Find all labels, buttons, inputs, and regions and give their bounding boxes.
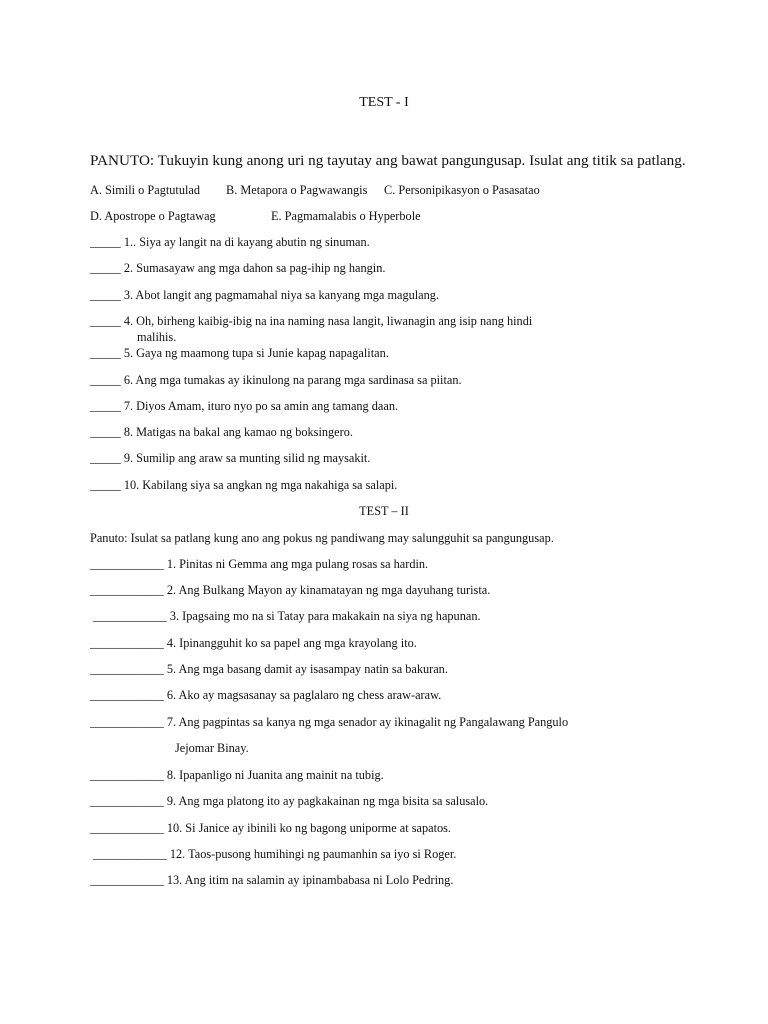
test1-item-4-cont: malihis. <box>137 330 177 344</box>
test2-item-8: ____________ 8. Ipapanligo ni Juanita ang mainit na tubig. <box>90 768 384 782</box>
test1-item-7: _____ 7. Diyos Amam, ituro nyo po sa amin ang tamang daan. <box>90 399 399 413</box>
choice-b: B. Metapora o Pagwawangis <box>226 183 368 197</box>
test1-item-4: _____ 4. Oh, birheng kaibig-ibig na ina naming nasa langit, liwanagin ang isip nang hindi <box>90 314 533 328</box>
choice-d: D. Apostrope o Pagtawag <box>90 209 216 223</box>
test2-item-9: ____________ 9. Ang mga platong ito ay pagkakainan ng mga bisita sa salusalo. <box>90 794 489 808</box>
test2-item-13: ____________ 13. Ang itim na salamin ay ipinambabasa ni Lolo Pedring. <box>90 873 454 887</box>
test2-item-2: ____________ 2. Ang Bulkang Mayon ay kinamatayan ng mga dayuhang turista. <box>90 583 491 597</box>
test2-item-12: ____________ 12. Taos-pusong humihingi ng paumanhin sa iyo si Roger. <box>93 847 457 861</box>
test1-item-1: _____ 1.. Siya ay langit na di kayang abutin ng sinuman. <box>90 235 370 249</box>
test1-item-5: _____ 5. Gaya ng maamong tupa si Junie kapag napagalitan. <box>90 346 389 360</box>
choice-e: E. Pagmamalabis o Hyperbole <box>271 209 421 223</box>
test2-title: TEST – II <box>359 504 409 518</box>
test1-item-8: _____ 8. Matigas na bakal ang kamao ng boksingero. <box>90 425 353 439</box>
test2-item-6: ____________ 6. Ako ay magsasanay sa paglalaro ng chess araw-araw. <box>90 688 442 702</box>
test1-item-6: _____ 6. Ang mga tumakas ay ikinulong na parang mga sardinasa sa piitan. <box>90 373 462 387</box>
test2-item-7: ____________ 7. Ang pagpintas sa kanya ng mga senador ay ikinagalit ng Pangalawang Pangulo <box>90 715 569 729</box>
choice-a: A. Simili o Pagtutulad <box>90 183 200 197</box>
choice-c: C. Personipikasyon o Pasasatao <box>384 183 540 197</box>
test2-instruction: Panuto: Isulat sa patlang kung ano ang pokus ng pandiwang may salungguhit sa pangungusap. <box>90 531 554 545</box>
test1-item-10: _____ 10. Kabilang siya sa angkan ng mga nakahiga sa salapi. <box>90 478 398 492</box>
test2-item-7-cont: Jejomar Binay. <box>175 741 249 755</box>
test2-item-4: ____________ 4. Ipinangguhit ko sa papel ang mga krayolang ito. <box>90 636 417 650</box>
test1-item-9: _____ 9. Sumilip ang araw sa munting silid ng maysakit. <box>90 451 371 465</box>
test2-item-10: ____________ 10. Si Janice ay ibinili ko ng bagong uniporme at sapatos. <box>90 821 452 835</box>
test1-item-2: _____ 2. Sumasayaw ang mga dahon sa pag-ihip ng hangin. <box>90 261 386 275</box>
test1-item-3: _____ 3. Abot langit ang pagmamahal niya sa kanyang mga magulang. <box>90 288 440 302</box>
test2-item-1: ____________ 1. Pinitas ni Gemma ang mga pulang rosas sa hardin. <box>90 557 429 571</box>
test1-title: TEST - I <box>359 95 409 110</box>
test2-item-3: ____________ 3. Ipagsaing mo na si Tatay para makakain na siya ng hapunan. <box>93 609 481 623</box>
test2-item-5: ____________ 5. Ang mga basang damit ay isasampay natin sa bakuran. <box>90 662 448 676</box>
test1-instruction: PANUTO: Tukuyin kung anong uri ng tayutay ang bawat pangungusap. Isulat ang titik sa patlang. <box>90 152 686 169</box>
